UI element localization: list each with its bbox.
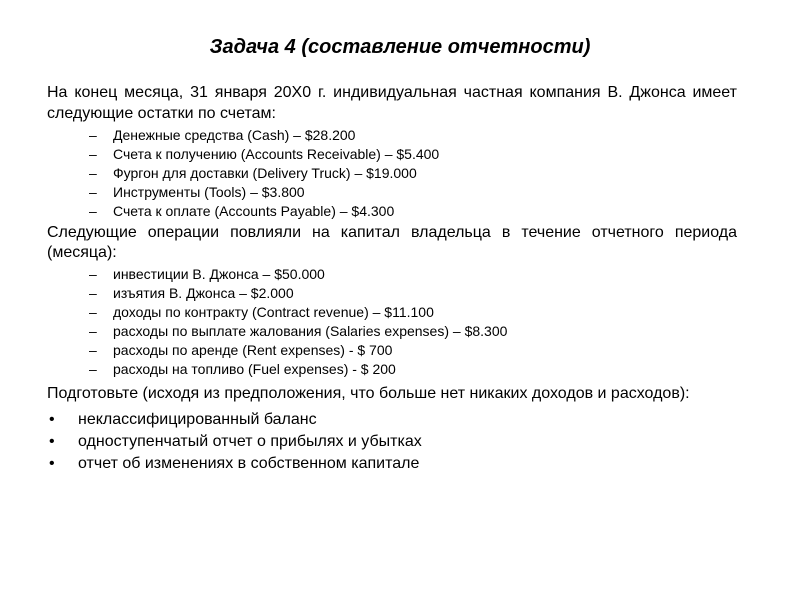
list-item <box>47 145 737 164</box>
dash-marker: – <box>89 342 97 358</box>
list-item-text: изъятия В. Джонса – $2.000 <box>113 285 294 301</box>
list-item-text: Инструменты (Tools) – $3.800 <box>113 184 305 200</box>
list-item-text: инвестиции В. Джонса – $50.000 <box>113 266 325 282</box>
dash-marker: – <box>89 361 97 377</box>
list-item-text: отчет об изменениях в собственном капитале <box>78 455 420 472</box>
list-item <box>47 183 737 202</box>
list-item-text: Денежные средства (Cash) – $28.200 <box>113 127 356 143</box>
list-item <box>47 202 737 221</box>
list-item-text: Счета к оплате (Accounts Payable) – $4.300 <box>113 203 395 219</box>
dash-marker: – <box>89 165 97 181</box>
intro-paragraph: На конец месяца, 31 января 20Х0 г. индивидуальная частная компания В. Джонса имеет следующие остатки по счетам: <box>47 84 737 122</box>
dash-marker: – <box>89 203 97 219</box>
list-item-text: неклассифицированный баланс <box>78 411 317 428</box>
balances-list <box>47 126 737 221</box>
list-item <box>47 360 737 379</box>
list-item-text: доходы по контракту (Contract revenue) – $11.100 <box>113 304 434 320</box>
task-paragraph: Подготовьте (исходя из предположения, что больше нет никаких доходов и расходов): <box>47 385 690 402</box>
list-item-text: одноступенчатый отчет о прибылях и убытках <box>78 433 422 450</box>
list-item <box>47 265 737 284</box>
list-item <box>47 284 737 303</box>
bullet-marker: • <box>49 411 55 428</box>
list-item-text: расходы по аренде (Rent expenses) - $ 700 <box>113 342 393 358</box>
dash-marker: – <box>89 127 97 143</box>
list-item-text: расходы по выплате жалования (Salaries expenses) – $8.300 <box>113 323 508 339</box>
dash-marker: – <box>89 304 97 320</box>
dash-marker: – <box>89 285 97 301</box>
dash-marker: – <box>89 323 97 339</box>
list-item <box>47 453 737 475</box>
list-item <box>47 431 737 453</box>
list-item <box>47 164 737 183</box>
list-item-text: Фургон для доставки (Delivery Truck) – $19.000 <box>113 165 417 181</box>
list-item <box>47 322 737 341</box>
list-item-text: Счета к получению (Accounts Receivable) – $5.400 <box>113 146 440 162</box>
dash-marker: – <box>89 184 97 200</box>
dash-marker: – <box>89 146 97 162</box>
operations-list <box>47 265 737 379</box>
list-item <box>47 341 737 360</box>
bullet-marker: • <box>49 455 55 472</box>
dash-marker: – <box>89 266 97 282</box>
operations-paragraph: Следующие операции повлияли на капитал владельца в течение отчетного периода (месяца): <box>47 224 737 261</box>
list-item <box>47 303 737 322</box>
slide-title: Задача 4 (составление отчетности) <box>209 36 591 58</box>
list-item <box>47 126 737 145</box>
list-item-text: расходы на топливо (Fuel expenses) - $ 200 <box>113 361 396 377</box>
list-item <box>47 409 737 431</box>
slide-body <box>47 82 737 475</box>
bullet-marker: • <box>49 433 55 450</box>
tasks-list <box>47 409 737 475</box>
